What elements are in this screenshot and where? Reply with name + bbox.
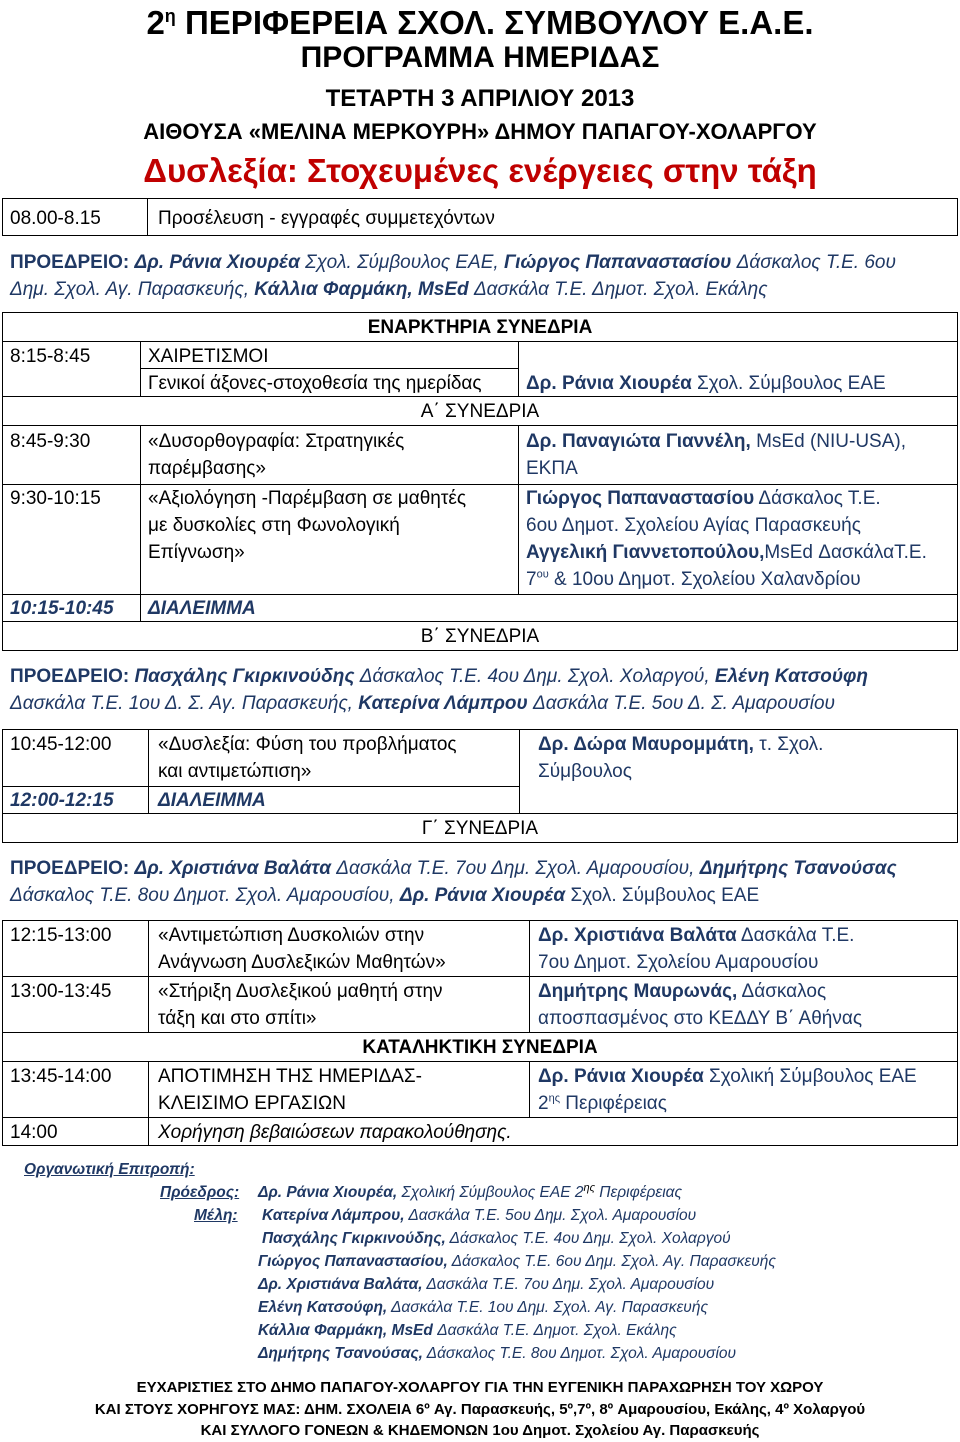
- speaker-name: Δρ. Ράνια Χιουρέα: [538, 1066, 704, 1087]
- presidium-member-name: Δρ. Χριστιάνα Βαλάτα: [134, 858, 331, 879]
- opening-speaker: [526, 370, 886, 397]
- closing-row-2-text: Χορήγηση βεβαιώσεων παρακολούθησης.: [158, 1122, 512, 1143]
- session-a-row-2-title-line-3: Επίγνωση»: [148, 542, 245, 563]
- committee-heading: Οργανωτική Επιτροπή:: [24, 1161, 195, 1178]
- presidium-1-line-1: [10, 249, 896, 276]
- committee-member: [258, 1319, 677, 1342]
- session-a-row-2-time: 9:30-10:15: [10, 488, 101, 509]
- presidium-member-name: Κατερίνα Λάμπρου: [358, 693, 528, 714]
- committee-member-name: Γιώργος Παπαναστασίου,: [258, 1253, 448, 1270]
- presidium-member-role: Δασκάλα Τ.Ε. 7ου Δημ. Σχολ. Αμαρουσίου,: [336, 858, 695, 879]
- opening-item-greetings: ΧΑΙΡΕΤΙΣΜΟΙ: [148, 346, 269, 367]
- presidium-label: ΠΡΟΕΔΡΕΙΟ:: [10, 666, 130, 687]
- speaker-name: Δρ. Χριστιάνα Βαλάτα: [538, 925, 737, 946]
- session-c-row-1-time: 12:15-13:00: [10, 925, 112, 946]
- committee-member: [262, 1227, 731, 1250]
- speaker-name: Αγγελική Γιαννετοπούλου,: [526, 542, 765, 563]
- committee-member: [262, 1204, 696, 1227]
- speaker-role: Δάσκαλος: [741, 981, 827, 1002]
- speaker-school: & 10ου Δημοτ. Σχολείου Χαλανδρίου: [554, 569, 861, 590]
- closing-row-1-speaker-line-2: [538, 1090, 667, 1117]
- committee-member-role: Δασκάλα Τ.Ε. Δημοτ. Σχολ. Εκάλης: [437, 1322, 677, 1339]
- presidium-member-name: Πασχάλης Γκιρκινούδης: [134, 666, 355, 687]
- ordinal-suffix: ου: [536, 568, 549, 581]
- speaker-role: MsEd (NIU-USA),: [756, 431, 907, 452]
- session-c-row-2-speaker: [538, 978, 826, 1005]
- presidium-label: ΠΡΟΕΔΡΕΙΟ:: [10, 858, 130, 879]
- presidium-member-name: Δημήτρης Τσανούσας: [699, 858, 897, 879]
- program-heading: ΠΡΟΓΡΑΜΜΑ ΗΜΕΡΙΔΑΣ: [300, 41, 660, 74]
- speaker-role: Δασκάλα Τ.Ε.: [740, 925, 855, 946]
- speaker-name: Γιώργος Παπαναστασίου: [526, 488, 755, 509]
- ordinal-suffix: ης: [583, 1181, 595, 1194]
- presidium-label: ΠΡΟΕΔΡΕΙΟ:: [10, 252, 130, 273]
- speaker-name: Δρ. Δώρα Μαυρομμάτη,: [538, 734, 754, 755]
- closing-row-1-title-line-1: ΑΠΟΤΙΜΗΣΗ ΤΗΣ ΗΜΕΡΙΔΑΣ-: [158, 1066, 422, 1087]
- speaker-role: Σχολ. Σύμβουλος ΕΑΕ: [697, 373, 886, 394]
- session-a-row-2-speaker-2-line-2: [526, 566, 861, 593]
- committee-member-role: Δασκάλα Τ.Ε. 1ου Δημ. Σχολ. Αγ. Παρασκευής: [390, 1299, 708, 1316]
- presidium-b-line-2: [10, 690, 835, 717]
- session-c-row-2-title-line-2: τάξη και στο σπίτι»: [158, 1008, 317, 1029]
- session-b-row-1-title-line-2: και αντιμετώπιση»: [158, 761, 312, 782]
- session-a-row-1-title-line-1: «Δυσορθογραφία: Στρατηγικές: [148, 431, 405, 452]
- header-num: 2: [146, 4, 165, 41]
- presidium-1-line-2: [10, 276, 767, 303]
- committee-member-name: Κάλλια Φαρμάκη, MsEd: [258, 1322, 433, 1339]
- committee-chair: [258, 1181, 682, 1204]
- presidium-member-name: Δρ. Ράνια Χιουρέα: [134, 252, 300, 273]
- speaker-region: Περιφέρειας: [565, 1093, 667, 1114]
- committee-member-region: Περιφέρειας: [599, 1184, 683, 1201]
- opening-time: 8:15-8:45: [10, 346, 91, 367]
- session-b-row-1-speaker-line-2: Σύμβουλος: [538, 761, 632, 782]
- session-c-row-2-speaker-line-2: αποσπασμένος στο ΚΕΔΔΥ Β΄ Αθήνας: [538, 1008, 863, 1029]
- footer-line-1: ΕΥΧΑΡΙΣΤΙΕΣ ΣΤΟ ΔΗΜΟ ΠΑΠΑΓΟΥ-ΧΟΛΑΡΓΟΥ ΓΙΑ ΤΗΝ ΕΥΓΕΝΙΚΗ ΠΑΡΑΧΩΡΗΣΗ ΤΟΥ ΧΩΡΟΥ: [136, 1379, 824, 1396]
- speaker-name: Δημήτρης Μαυρωνάς,: [538, 981, 738, 1002]
- presidium-member-role: Δάσκαλος Τ.Ε. 8ου Δημοτ. Σχολ. Αμαρουσίου,: [10, 885, 395, 906]
- footer-line-3: ΚΑΙ ΣΥΛΛΟΓΟ ΓΟΝΕΩΝ & ΚΗΔΕΜΟΝΩΝ 1ου Δημοτ. Σχολείου Αγ. Παρασκευής: [200, 1422, 760, 1439]
- break-1-label: ΔΙΑΛΕΙΜΜΑ: [148, 598, 256, 619]
- session-a-row-2-speaker-2: [526, 539, 927, 566]
- presidium-member-role: Σχολ. Σύμβουλος ΕΑΕ,: [305, 252, 499, 273]
- break-2-time: 12:00-12:15: [10, 790, 114, 811]
- presidium-member-name: Δρ. Ράνια Χιουρέα: [399, 885, 566, 906]
- header-line-1: [0, 4, 960, 42]
- event-venue: ΑΙΘΟΥΣΑ «ΜΕΛΙΝΑ ΜΕΡΚΟΥΡΗ» ΔΗΜΟΥ ΠΑΠΑΓΟΥ-ΧΟΛΑΡΓΟΥ: [143, 119, 817, 144]
- session-a-row-2-speaker-1: [526, 485, 881, 512]
- committee-member: [258, 1342, 736, 1365]
- presidium-member-role: Δασκάλα Τ.Ε. Δημοτ. Σχολ. Εκάλης: [473, 279, 768, 300]
- speaker-role: MsEd ΔασκάλαΤ.Ε.: [764, 542, 927, 563]
- committee-member-role: Δάσκαλος Τ.Ε. 8ου Δημοτ. Σχολ. Αμαρουσίου: [426, 1345, 737, 1362]
- speaker-name: Δρ. Παναγιώτα Γιαννέλη,: [526, 431, 751, 452]
- presidium-member-role: Δάσκαλος Τ.Ε. 6ου: [736, 252, 896, 273]
- committee-member: [258, 1250, 776, 1273]
- session-a-row-2-title-line-1: «Αξιολόγηση -Παρέμβαση σε μαθητές: [148, 488, 467, 509]
- presidium-member-role: Δάσκαλος Τ.Ε. 4ου Δημ. Σχολ. Χολαργού,: [359, 666, 710, 687]
- closing-row-1-title-line-2: ΚΛΕΙΣΙΜΟ ΕΡΓΑΣΙΩΝ: [158, 1093, 346, 1114]
- committee-member-role: Δασκάλα Τ.Ε. 7ου Δημ. Σχολ. Αμαρουσίου: [426, 1276, 715, 1293]
- committee-member-name: Κατερίνα Λάμπρου,: [262, 1207, 405, 1224]
- presidium-member-role: Σχολ. Σύμβουλος ΕΑΕ: [570, 885, 760, 906]
- break-1-time: 10:15-10:45: [10, 598, 114, 619]
- session-b-title: Β΄ ΣΥΝΕΔΡΙΑ: [420, 626, 540, 647]
- closing-session-title: ΚΑΤΑΛΗΚΤΙΚΗ ΣΥΝΕΔΡΙΑ: [362, 1037, 598, 1058]
- session-b-row-1-title-line-1: «Δυσλεξία: Φύση του προβλήματος: [158, 734, 457, 755]
- session-c-title: Γ΄ ΣΥΝΕΔΡΙΑ: [421, 818, 539, 839]
- committee-member-name: Δημήτρης Τσανούσας,: [258, 1345, 423, 1362]
- closing-row-2-time: 14:00: [10, 1122, 58, 1143]
- speaker-role: τ. Σχολ.: [759, 734, 824, 755]
- opening-session-title: ΕΝΑΡΚΤΗΡΙΑ ΣΥΝΕΔΡΙΑ: [367, 317, 593, 338]
- committee-member-role: Δασκάλα Τ.Ε. 5ου Δημ. Σχολ. Αμαρουσίου: [408, 1207, 697, 1224]
- speaker-role: Δάσκαλος Τ.Ε.: [758, 488, 881, 509]
- presidium-member-role: Δημ. Σχολ. Αγ. Παρασκευής,: [10, 279, 250, 300]
- presidium-member-role: Δασκάλα Τ.Ε. 5ου Δ. Σ. Αμαρουσίου: [533, 693, 835, 714]
- ordinal-suffix: ης: [548, 1092, 560, 1105]
- opening-item-goals: Γενικοί άξονες-στοχοθεσία της ημερίδας: [148, 373, 482, 394]
- session-c-row-2-time: 13:00-13:45: [10, 981, 112, 1002]
- break-2-label: ΔΙΑΛΕΙΜΜΑ: [158, 790, 266, 811]
- closing-row-1-time: 13:45-14:00: [10, 1066, 112, 1087]
- presidium-member-name: Κάλλια Φαρμάκη, MsEd: [254, 279, 469, 300]
- presidium-c-line-1: [10, 855, 897, 882]
- committee-members-label: Μέλη:: [194, 1207, 238, 1224]
- speaker-name: Δρ. Ράνια Χιουρέα: [526, 373, 692, 394]
- presidium-b-line-1: [10, 663, 868, 690]
- presidium-c-line-2: [10, 882, 759, 909]
- session-a-row-2-speaker-1-line-2: 6ου Δημοτ. Σχολείου Αγίας Παρασκευής: [526, 515, 861, 536]
- committee-member-name: Πασχάλης Γκιρκινούδης,: [262, 1230, 446, 1247]
- registration-text: Προσέλευση - εγγραφές συμμετεχόντων: [158, 208, 495, 229]
- session-a-row-2-title-line-2: με δυσκολίες στη Φωνολογική: [148, 515, 400, 536]
- ordinal-number: 2: [538, 1093, 549, 1114]
- session-c-row-2-title-line-1: «Στήριξη Δυσλεξικού μαθητή στην: [158, 981, 443, 1002]
- registration-time: 08.00-8.15: [10, 208, 101, 229]
- header-sup: η: [164, 6, 176, 26]
- committee-member: [258, 1273, 714, 1296]
- ordinal-number: 7: [526, 569, 537, 590]
- committee-member-name: Δρ. Χριστιάνα Βαλάτα,: [258, 1276, 423, 1293]
- session-c-row-1-speaker: [538, 922, 854, 949]
- presidium-member-name: Ελένη Κατσούφη: [714, 666, 869, 687]
- header-org: ΠΕΡΙΦΕΡΕΙΑ ΣΧΟΛ. ΣΥΜΒΟΥΛΟΥ Ε.Α.Ε.: [184, 4, 814, 41]
- presidium-member-role: Δασκάλα Τ.Ε. 1ου Δ. Σ. Αγ. Παρασκευής,: [10, 693, 353, 714]
- session-a-title: Α΄ ΣΥΝΕΔΡΙΑ: [420, 401, 540, 422]
- session-b-row-1-time: 10:45-12:00: [10, 734, 112, 755]
- committee-member-role: Σχολική Σύμβουλος ΕΑΕ 2: [401, 1184, 584, 1201]
- committee-member: [258, 1296, 708, 1319]
- session-a-row-1-speaker: [526, 428, 906, 455]
- session-a-row-1-speaker-line-2: ΕΚΠΑ: [526, 458, 578, 479]
- speaker-role: Σχολική Σύμβουλος ΕΑΕ: [709, 1066, 917, 1087]
- session-a-row-1-time: 8:45-9:30: [10, 431, 91, 452]
- session-c-row-1-title-line-2: Ανάγνωση Δυσλεξικών Μαθητών»: [158, 952, 446, 973]
- committee-member-role: Δάσκαλος Τ.Ε. 4ου Δημ. Σχολ. Χολαργού: [449, 1230, 731, 1247]
- session-c-row-1-speaker-line-2: 7ου Δημοτ. Σχολείου Αμαρουσίου: [538, 952, 819, 973]
- committee-member-name: Δρ. Ράνια Χιουρέα,: [258, 1184, 398, 1201]
- committee-chair-label: Πρόεδρος:: [160, 1184, 240, 1201]
- event-date: ΤΕΤΑΡΤΗ 3 ΑΠΡΙΛΙΟΥ 2013: [325, 85, 635, 112]
- session-c-row-1-title-line-1: «Αντιμετώπιση Δυσκολιών στην: [158, 925, 425, 946]
- committee-member-name: Ελένη Κατσούφη,: [258, 1299, 388, 1316]
- footer-line-2: ΚΑΙ ΣΤΟΥΣ ΧΟΡΗΓΟΥΣ ΜΑΣ: ΔΗΜ. ΣΧΟΛΕΙΑ 6º Αγ. Παρασκευής, 5º,7º, 8º Αμαρουσίου, Εκάλης, 4º Χολαργού: [94, 1401, 866, 1418]
- closing-row-1-speaker: [538, 1063, 917, 1090]
- event-title: Δυσλεξία: Στοχευμένες ενέργειες στην τάξη: [143, 152, 817, 189]
- session-b-row-1-speaker: [538, 731, 823, 758]
- presidium-member-name: Γιώργος Παπαναστασίου: [503, 252, 732, 273]
- session-a-row-1-title-line-2: παρέμβασης»: [148, 458, 266, 479]
- committee-member-role: Δάσκαλος Τ.Ε. 6ου Δημ. Σχολ. Αγ. Παρασκευής: [451, 1253, 776, 1270]
